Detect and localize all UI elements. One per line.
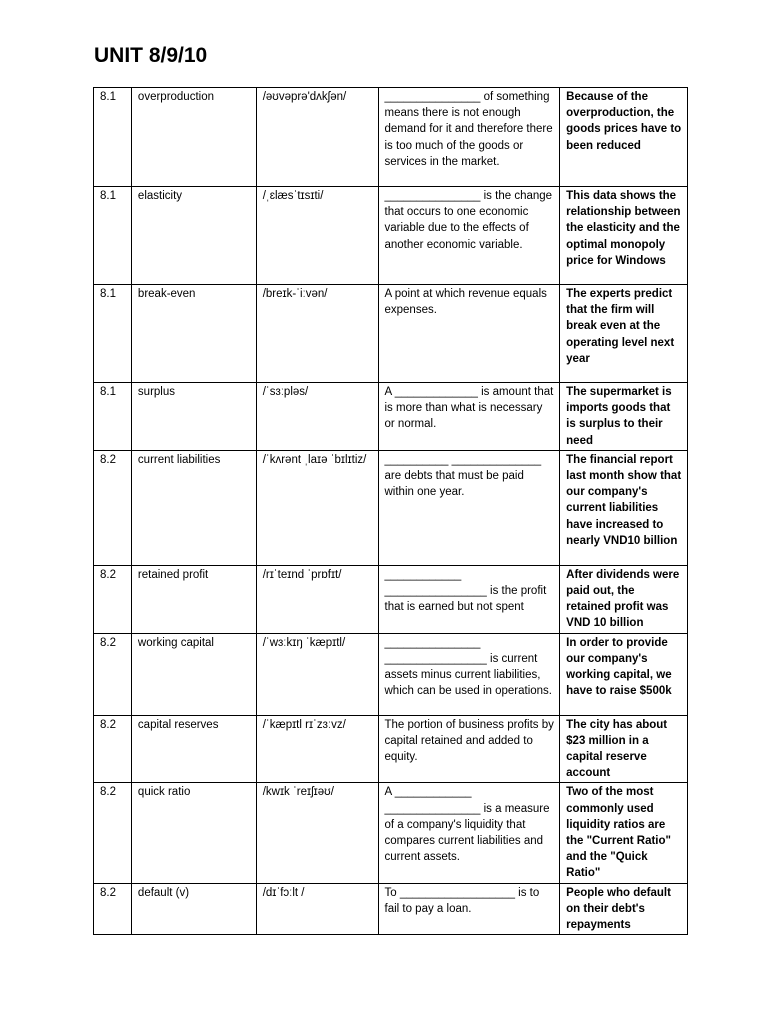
definition-cell: The portion of business profits by capital retained and added to equity. xyxy=(378,715,560,783)
unit-cell: 8.2 xyxy=(94,450,132,565)
pronunciation-cell: /ˈkʌrənt ˌlaɪə ˈbɪlɪtiz/ xyxy=(256,450,378,565)
table-row xyxy=(94,383,688,451)
pronunciation-cell: /dɪˈfɔːlt / xyxy=(256,883,378,935)
term-cell: retained profit xyxy=(131,565,256,633)
unit-cell: 8.1 xyxy=(94,88,132,187)
example-cell: After dividends were paid out, the retained profit was VND 10 billion xyxy=(560,565,688,633)
page-title: UNIT 8/9/10 xyxy=(94,44,208,67)
vocabulary-table xyxy=(93,87,688,935)
term-cell: current liabilities xyxy=(131,450,256,565)
table-row xyxy=(94,633,688,715)
term-cell: working capital xyxy=(131,633,256,715)
example-cell: In order to provide our company's working capital, we have to raise $500k xyxy=(560,633,688,715)
definition-cell: To __________________ is to fail to pay a loan. xyxy=(378,883,560,935)
definition-cell: ____________ ________________ is the profit that is earned but not spent xyxy=(378,565,560,633)
table-row xyxy=(94,715,688,783)
term-cell: surplus xyxy=(131,383,256,451)
table-row xyxy=(94,187,688,285)
definition-cell: _______________ of something means there is not enough demand for it and therefore there is too much of the goods or services in the market. xyxy=(378,88,560,187)
pronunciation-cell: /ˈkæpɪtl rɪˈzɜːvz/ xyxy=(256,715,378,783)
example-cell: The city has about $23 million in a capital reserve account xyxy=(560,715,688,783)
definition-cell: A ____________ _______________ is a measure of a company's liquidity that compares current liabilities and current assets. xyxy=(378,783,560,883)
table-row xyxy=(94,883,688,935)
pronunciation-cell: /ˌɛlæsˈtɪsɪti/ xyxy=(256,187,378,285)
example-cell: The supermarket is imports goods that is surplus to their need xyxy=(560,383,688,451)
term-cell: quick ratio xyxy=(131,783,256,883)
pronunciation-cell: /ˈsɜːpləs/ xyxy=(256,383,378,451)
example-cell: People who default on their debt's repayments xyxy=(560,883,688,935)
table-row xyxy=(94,88,688,187)
unit-cell: 8.2 xyxy=(94,565,132,633)
definition-cell: __________ ______________ are debts that must be paid within one year. xyxy=(378,450,560,565)
example-cell: This data shows the relationship between the elasticity and the optimal monopoly price for Windows xyxy=(560,187,688,285)
term-cell: elasticity xyxy=(131,187,256,285)
unit-cell: 8.2 xyxy=(94,633,132,715)
unit-cell: 8.1 xyxy=(94,285,132,383)
definition-cell: A point at which revenue equals expenses. xyxy=(378,285,560,383)
unit-cell: 8.2 xyxy=(94,883,132,935)
example-cell: Two of the most commonly used liquidity ratios are the "Current Ratio" and the "Quick Ratio" xyxy=(560,783,688,883)
definition-cell: _______________ ________________ is current assets minus current liabilities, which can be used in operations. xyxy=(378,633,560,715)
pronunciation-cell: /ˈwɜːkɪŋ ˈkæpɪtl/ xyxy=(256,633,378,715)
example-cell: The experts predict that the firm will break even at the operating level next year xyxy=(560,285,688,383)
example-cell: The financial report last month show that our company's current liabilities have increased to nearly VND10 billion xyxy=(560,450,688,565)
pronunciation-cell: /rɪˈteɪnd ˈprɒfɪt/ xyxy=(256,565,378,633)
table-row xyxy=(94,285,688,383)
unit-cell: 8.1 xyxy=(94,383,132,451)
table-row xyxy=(94,450,688,565)
unit-cell: 8.2 xyxy=(94,715,132,783)
unit-cell: 8.2 xyxy=(94,783,132,883)
pronunciation-cell: /breɪk-ˈiːvən/ xyxy=(256,285,378,383)
term-cell: overproduction xyxy=(131,88,256,187)
definition-cell: _______________ is the change that occurs to one economic variable due to the effects of another economic variable. xyxy=(378,187,560,285)
definition-cell: A _____________ is amount that is more than what is necessary or normal. xyxy=(378,383,560,451)
pronunciation-cell: /əʊvəprə'dʌkʃən/ xyxy=(256,88,378,187)
term-cell: capital reserves xyxy=(131,715,256,783)
pronunciation-cell: /kwɪk ˈreɪʃɪəʊ/ xyxy=(256,783,378,883)
example-cell: Because of the overproduction, the goods prices have to been reduced xyxy=(560,88,688,187)
term-cell: break-even xyxy=(131,285,256,383)
unit-cell: 8.1 xyxy=(94,187,132,285)
table-row xyxy=(94,783,688,883)
table-row xyxy=(94,565,688,633)
term-cell: default (v) xyxy=(131,883,256,935)
